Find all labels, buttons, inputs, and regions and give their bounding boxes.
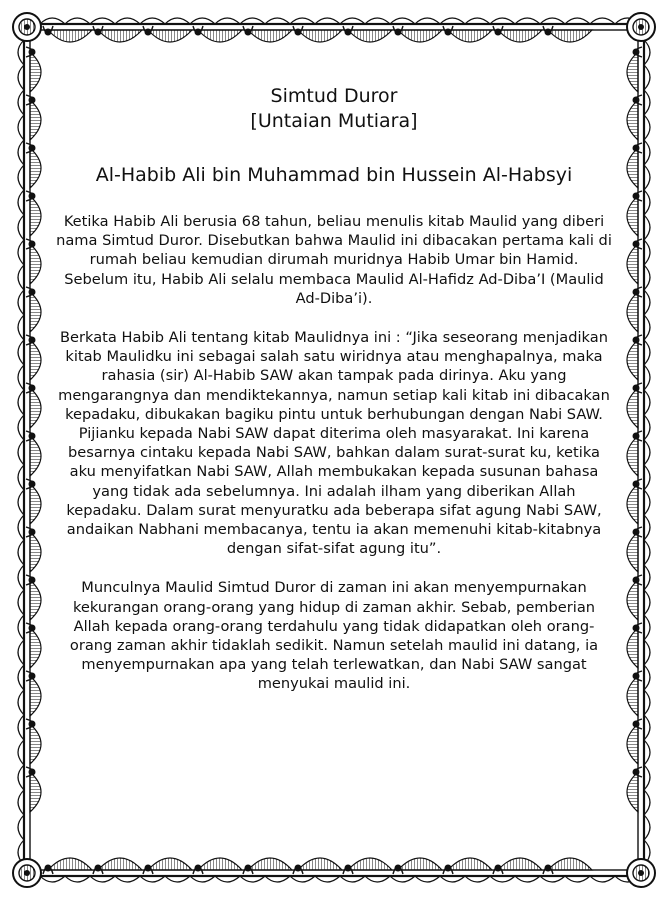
border-fan-ornament xyxy=(30,772,41,812)
border-fan-ornament xyxy=(30,244,41,284)
corner-rosette-dot xyxy=(638,870,644,876)
border-fan-ornament xyxy=(627,244,638,284)
border-fan-ornament xyxy=(30,196,41,236)
corner-rosette-dot xyxy=(638,24,644,30)
border-fan-ornament xyxy=(627,628,638,668)
border-fan-ornament xyxy=(30,340,41,380)
border-fan-ornament xyxy=(627,676,638,716)
border-fan-ornament xyxy=(30,436,41,476)
border-fan-ornament xyxy=(30,580,41,620)
border-fan-ornament xyxy=(30,724,41,764)
border-fan-ornament xyxy=(30,532,41,572)
border-fan-ornament xyxy=(498,858,542,870)
border-fan-ornament xyxy=(627,388,638,428)
border-fan-ornament xyxy=(448,858,492,870)
border-fan-ornament xyxy=(627,148,638,188)
border-fan-ornament xyxy=(48,30,92,42)
border-fan-ornament xyxy=(627,772,638,812)
border-fan-ornament xyxy=(627,340,638,380)
border-fan-ornament xyxy=(30,148,41,188)
border-fan-ornament xyxy=(30,388,41,428)
border-fan-ornament xyxy=(248,858,292,870)
border-fan-ornament xyxy=(398,30,442,42)
document-title: Simtud Duror xyxy=(270,85,398,107)
border-fan-ornament xyxy=(627,100,638,140)
border-fan-ornament xyxy=(627,52,638,92)
corner-rosette-dot xyxy=(24,24,30,30)
border-fan-ornament xyxy=(627,580,638,620)
border-fan-ornament xyxy=(627,724,638,764)
border-fan-ornament xyxy=(548,858,592,870)
border-fan-ornament xyxy=(548,30,592,42)
border-fan-ornament xyxy=(248,30,292,42)
border-fan-ornament xyxy=(198,858,242,870)
border-fan-ornament xyxy=(30,292,41,332)
border-fan-ornament xyxy=(627,196,638,236)
document-subtitle: [Untaian Mutiara] xyxy=(250,110,418,132)
border-fan-ornament xyxy=(298,858,342,870)
border-fan-ornament xyxy=(627,436,638,476)
border-fan-ornament xyxy=(30,628,41,668)
border-fan-ornament xyxy=(498,30,542,42)
border-fan-ornament xyxy=(348,858,392,870)
border-fan-ornament xyxy=(30,676,41,716)
border-fan-ornament xyxy=(98,858,142,870)
border-fan-ornament xyxy=(398,858,442,870)
border-fan-ornament xyxy=(198,30,242,42)
border-fan-ornament xyxy=(30,52,41,92)
border-fan-ornament xyxy=(627,292,638,332)
paragraph-3: Munculnya Maulid Simtud Duror di zaman ini akan menyempurnakan kekurangan orang-orang yang hidup di zaman akhir. Sebab, pemberian Allah kepada orang-orang terdahulu yang tidak didapatkan oleh orang-orang zaman akhir tidaklah sedikit. Namun setelah maulid ini datang, ia menyempurnakan apa yang telah terlewatkan, dan Nabi SAW sangat menyukai maulid ini. xyxy=(69,579,599,693)
border-fan-ornament xyxy=(30,484,41,524)
border-fan-ornament xyxy=(627,532,638,572)
border-fan-ornament xyxy=(48,858,92,870)
border-fan-ornament xyxy=(448,30,492,42)
border-fan-ornament xyxy=(627,484,638,524)
paragraph-1: Ketika Habib Ali berusia 68 tahun, beliau menulis kitab Maulid yang diberi nama Simtud Duror. Disebutkan bahwa Maulid ini dibacakan pertama kali di rumah beliau kemudian dirumah muridnya Habib Umar bin Hamid. Sebelum itu, Habib Ali selalu membaca Maulid Al-Hafidz Ad-Diba’I (Maulid Ad-Diba’i). xyxy=(56,213,612,307)
border-fan-ornament xyxy=(148,30,192,42)
border-fan-ornament xyxy=(98,30,142,42)
paragraph-2: Berkata Habib Ali tentang kitab Maulidnya ini : “Jika seseorang menjadikan kitab Maulidku ini sebagai salah satu wiridnya atau menghapalnya, maka rahasia (sir) Al-Habib SAW akan tampak pada dirinya. Aku yang mengarangnya dan mendiktekannya, namun setiap kali kitab ini dibacakan kepadaku, dibukakan bagiku pintu untuk berhubungan dengan Nabi SAW. Pijianku kepada Nabi SAW dapat diterima oleh masyarakat. Ini karena besarnya cintaku kepada Nabi SAW, bahkan dalam surat-surat ku, ketika aku menyifatkan Nabi SAW, Allah membukakan kepada susunan bahasa yang tidak ada sebelumnya. Ini adalah ilham yang diberikan Allah kepadaku. Dalam surat menyuratku ada beberapa sifat agung Nabi SAW, andaikan Nabhani membacanya, tentu ia akan memenuhi kitab-kitabnya dengan sifat-sifat agung itu”. xyxy=(58,329,610,558)
border-fan-ornament xyxy=(30,100,41,140)
border-fan-ornament xyxy=(148,858,192,870)
document-body xyxy=(56,84,612,714)
border-fan-ornament xyxy=(348,30,392,42)
corner-rosette-dot xyxy=(24,870,30,876)
border-fan-ornament xyxy=(298,30,342,42)
author-name: Al-Habib Ali bin Muhammad bin Hussein Al-Habsyi xyxy=(95,164,573,186)
